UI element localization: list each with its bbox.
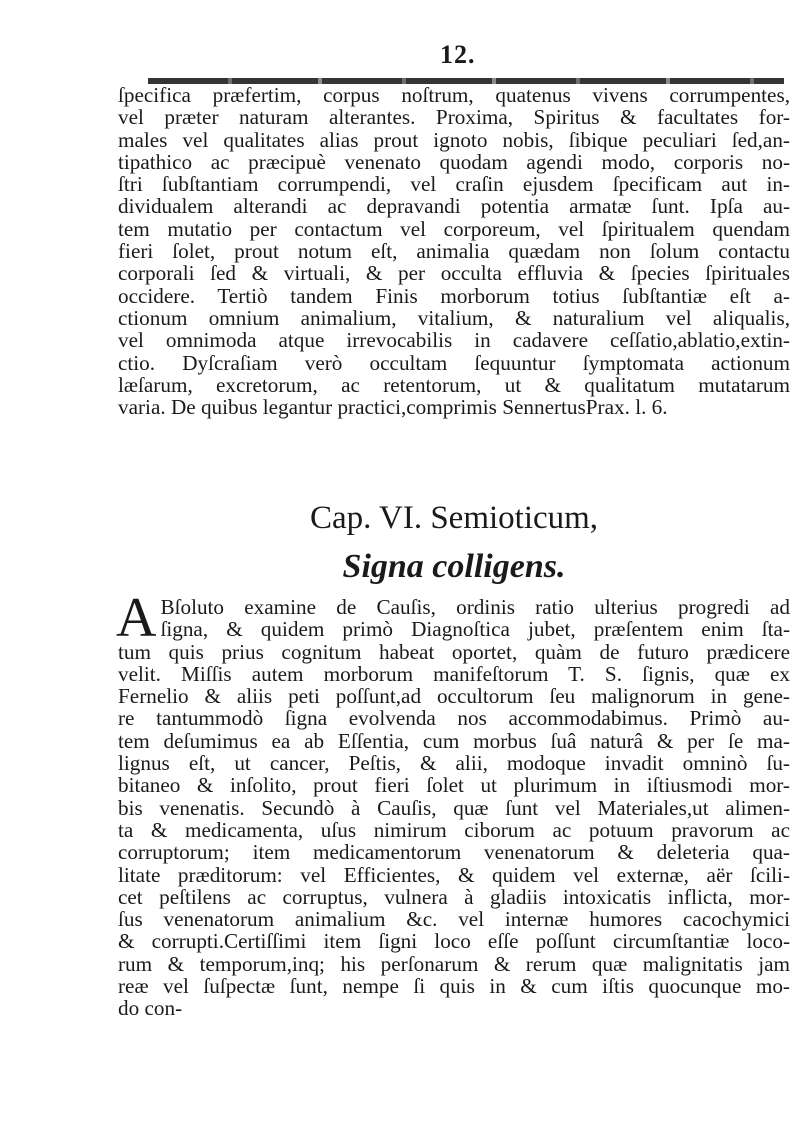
paragraph-signa	[116, 587, 790, 1021]
drop-cap: A	[116, 587, 157, 649]
text-line: fieri ſolet, prout notum eſt, animalia quædam non ſolum contactu	[118, 239, 790, 264]
text-line: do con-	[118, 996, 183, 1021]
text-line: litate præditorum: vel Efficientes, & quidem vel externæ, aër ſcili-	[118, 862, 790, 887]
text-line: ſtri ſubſtantiam corrumpendi, vel craſin ejusdem ſpecificam aut in-	[118, 172, 790, 197]
text-line: bitaneo & inſolito, prout fieri ſolet ut plurimum in iſtiusmodi mor-	[118, 773, 790, 798]
text-line: ſpecifica præfertim, corpus noſtrum, quatenus vivens corrumpentes,	[118, 83, 790, 107]
text-line: velit. Miſſis autem morborum manifeſtorum T. S. ſignis, quæ ex	[118, 661, 790, 686]
text-line: & corrupti.Certiſſimi item ſigni loco eſſe poſſunt circumſtantiæ loco-	[118, 929, 790, 954]
text-line: tem deſumimus ea ab Eſſentia, cum morbus ſuâ naturâ & per ſe ma-	[118, 728, 790, 753]
text-line: varia. De quibus legantur practici,comprimis SennertusPrax. l. 6.	[118, 395, 668, 420]
chapter-title: Cap. VI. Semioticum,	[309, 500, 599, 536]
text-line: males vel qualitates alias prout ignoto nobis, ſibique peculiari ſed,an-	[118, 127, 790, 152]
text-line: cet peſtilens ac corruptus, vulnera à gladiis intoxicatis inflicta, mor-	[118, 884, 790, 909]
paragraph-continuation	[118, 84, 790, 418]
text-line: Bſoluto examine de Cauſis, ordinis ratio ulterius progredi ad	[160, 595, 790, 619]
section-title: Signa colligens.	[342, 548, 566, 585]
text-line: vel præter naturam alterantes. Proxima, Spiritus & facultates for-	[118, 105, 790, 130]
text-line: rum & temporum,inq; his perſonarum & rerum quæ malignitatis jam	[118, 951, 790, 976]
text-line: dividualem alterandi ac depravandi potentia armatæ ſunt. Ipſa au-	[118, 194, 790, 219]
text-line: læſarum, excretorum, ac retentorum, ut & qualitatum mutatarum	[118, 372, 790, 397]
text-line: bis venenatis. Secundò à Cauſis, quæ ſunt vel Materiales,ut alimen-	[118, 795, 790, 820]
text-line: ſus venenatorum animalium &c. vel internæ humores cacochymici	[118, 907, 790, 932]
page-number: 12.	[440, 40, 476, 69]
text-line: ctio. Dyſcraſiam verò occultam ſequuntur ſymptomata actionum	[118, 350, 790, 375]
text-line: vel omnimoda atque irrevocabilis in cadavere ceſſatio,ablatio,extin-	[118, 328, 790, 353]
text-line: lignus eſt, ut cancer, Peſtis, & alii, modoque invadit omninò ſu-	[118, 751, 790, 776]
text-line: tipathico ac præcipuè venenato quodam agendi modo, corporis no-	[118, 149, 790, 174]
text-line: reæ vel ſuſpectæ ſunt, nempe ſi quis in & cum iſtis quocunque mo-	[118, 974, 790, 999]
text-line: ta & medicamenta, uſus nimirum ciborum ac potuum pravorum ac	[118, 817, 790, 842]
text-line: ſigna, & quidem primò Diagnoſtica jubet, præſentem enim ſta-	[160, 617, 790, 642]
text-line: tum quis prius cognitum habeat oportet, quàm de futuro prædicere	[118, 639, 790, 664]
text-line: occidere. Tertiò tandem Finis morborum totius ſubſtantiæ eſt a-	[118, 283, 790, 308]
text-line: Fernelio & aliis peti poſſunt,ad occultorum ſeu malignorum in gene-	[118, 684, 790, 709]
text-line: re tantummodò ſigna evolvenda nos accommodabimus. Primò au-	[118, 706, 790, 731]
text-line: tem mutatio per contactum vel corporeum, vel ſpiritualem quendam	[118, 216, 790, 241]
text-line: corruptorum; item medicamentorum venenatorum & deleteria qua-	[118, 840, 790, 865]
text-line: corporali ſed & virtuali, & per occulta effluvia & ſpecies ſpirituales	[118, 261, 790, 286]
text-line: ctionum omnium animalium, vitalium, & naturalium vel aliqualis,	[118, 305, 790, 330]
